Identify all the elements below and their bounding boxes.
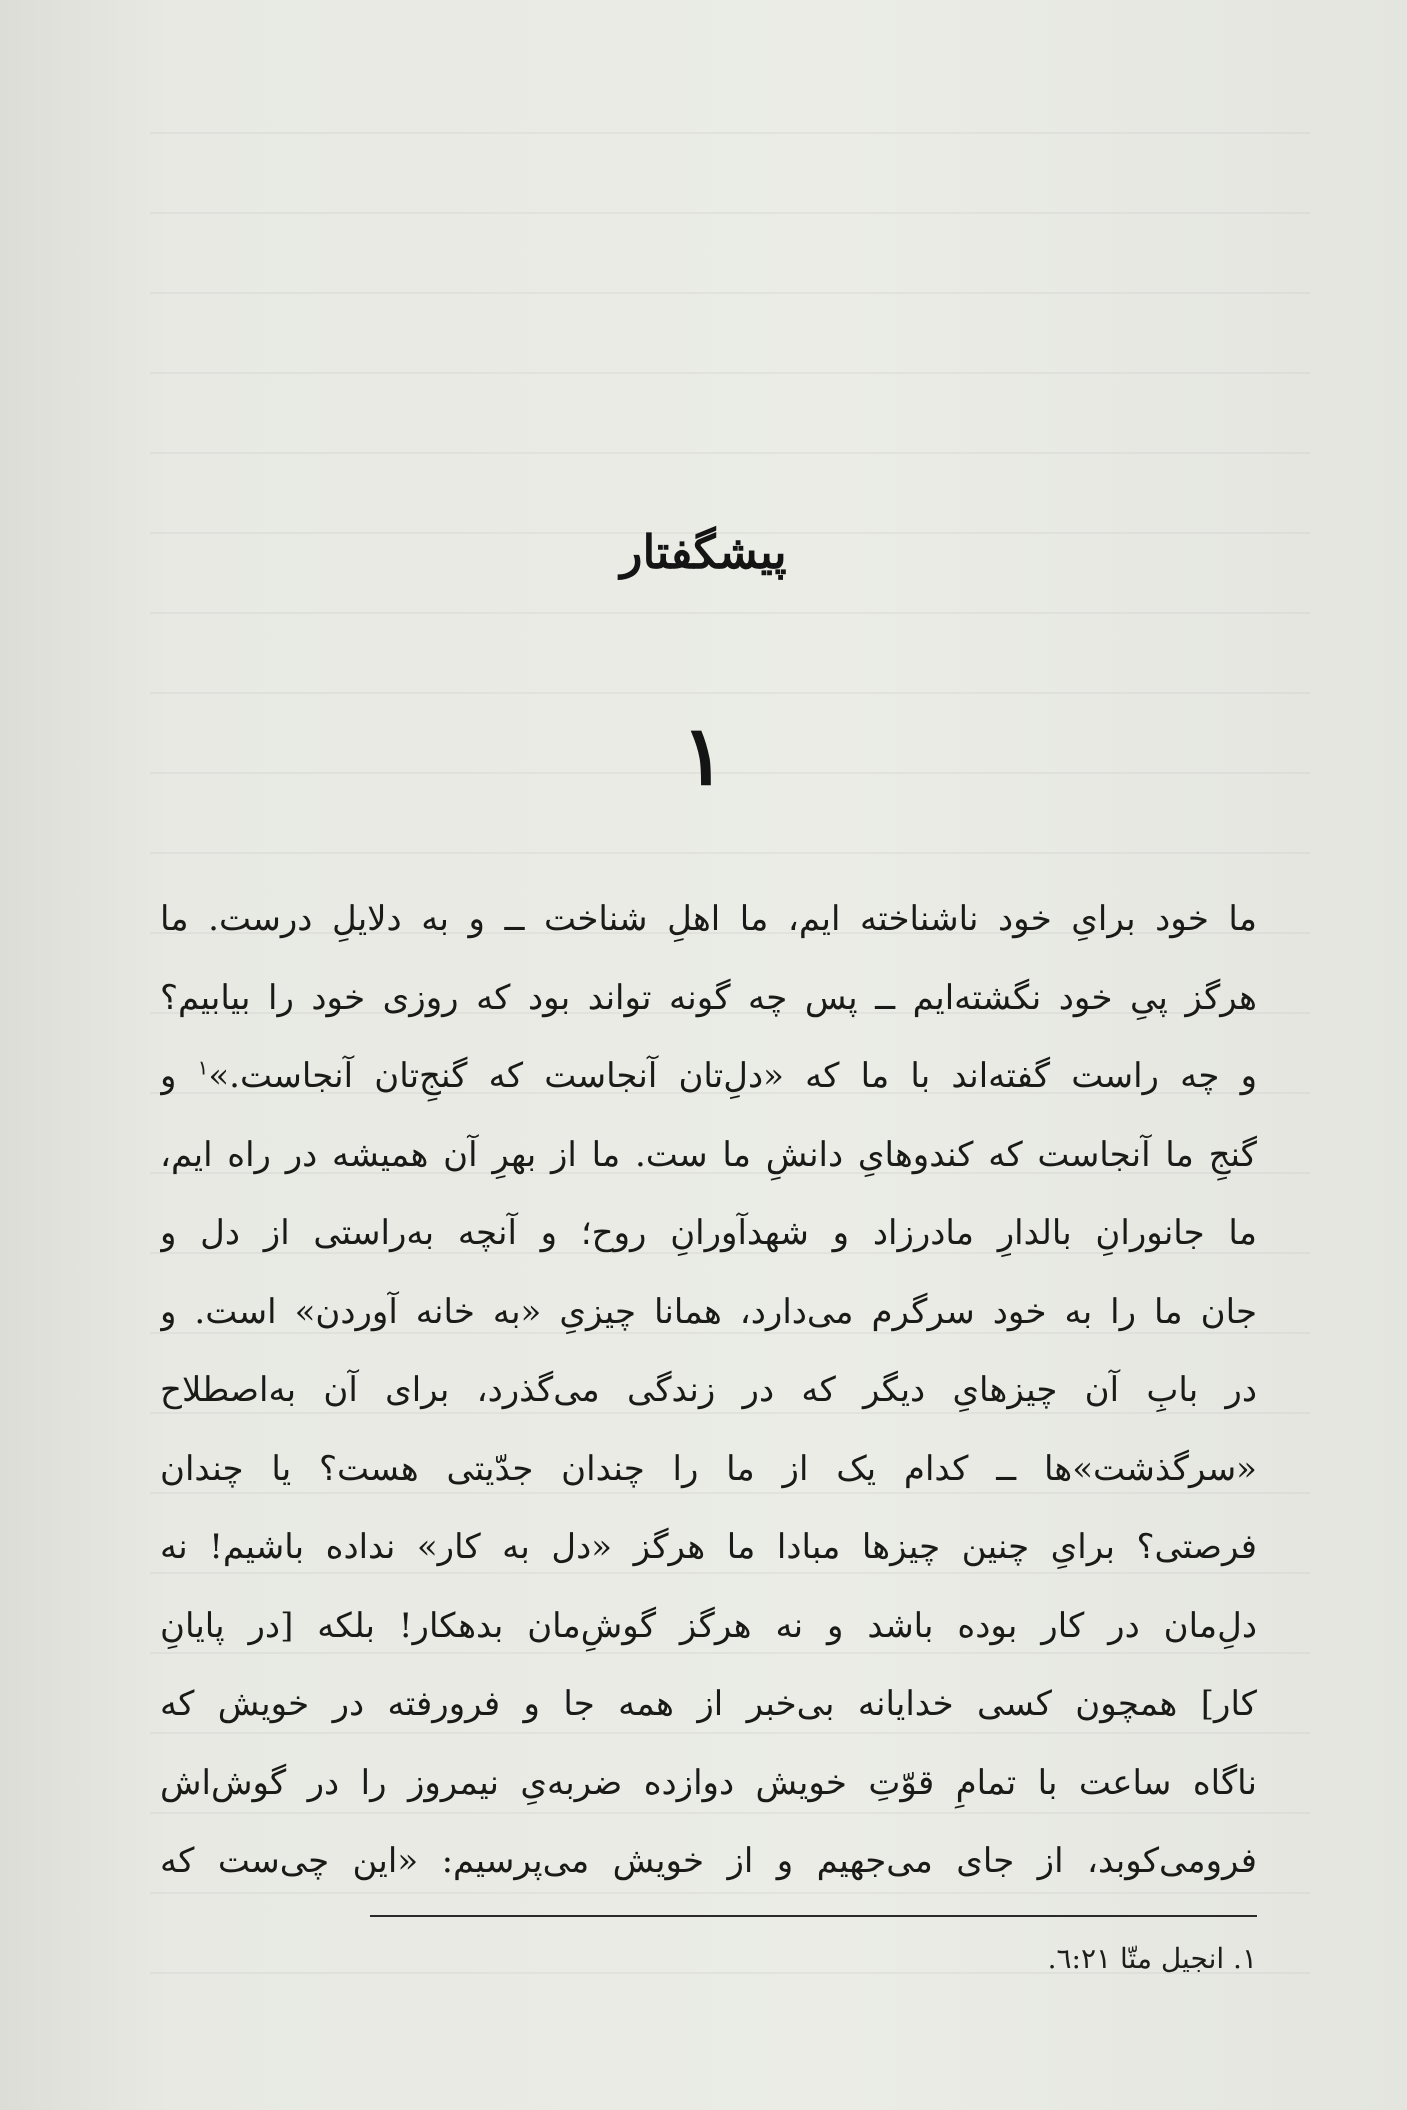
- paragraph-line-8: «سرگذشت»‌ها ــ کدام یک از ما را چندان جدّیتی هست؟ یا چندان: [160, 1448, 1257, 1489]
- paragraph-line-9: فرصتی؟ برایِ چنین چیزها مبادا ما هرگز «دل به کار» نداده باشیم! نه: [160, 1527, 1257, 1567]
- paragraph-line-3-tail: و: [160, 1056, 177, 1096]
- paragraph-line-11: کار] همچون کسی خدایانه بی‌خبر از همه جا و فرورفته در خویش که: [160, 1684, 1257, 1724]
- footnote-reference: ١: [197, 1055, 209, 1080]
- paragraph-line-2: هرگز پیِ خود نگشته‌ایم ــ پس چه گونه تواند بود که روزی خود را بیابیم؟: [160, 977, 1257, 1018]
- paragraph-line-6: جان ما را به خود سرگرم می‌دارد، همانا چیزیِ «به خانه آوردن» است. و: [160, 1291, 1257, 1332]
- paragraph-line-4: گنجِ ما آنجاست که کندوهایِ دانشِ ما ست. ما از بهرِ آن همیشه در راه ایم،: [160, 1134, 1257, 1175]
- paragraph-line-13: فرومی‌کوبد، از جای می‌جهیم و از خویش می‌پرسیم: «این چی‌ست که: [160, 1841, 1257, 1881]
- paragraph-line-3-text: و چه راست گفته‌اند با ما که «دلِ‌تان آنجاست که گنجِ‌تان آنجاست.»: [208, 1056, 1257, 1096]
- paragraph-line-10: دلِ‌مان در کار بوده باشد و نه هرگز گوشِ‌مان بدهکار! بلکه [در پایانِ: [160, 1605, 1257, 1646]
- section-number: ١: [681, 708, 726, 804]
- main-paragraph: [160, 880, 1257, 1901]
- paragraph-line-12: ناگاه ساعت با تمامِ قوّتِ خویش دوازده ضربه‌یِ نیمروز را در گوش‌اش: [160, 1762, 1257, 1803]
- paragraph-line-7: در بابِ آن چیزهایِ دیگر که در زندگی می‌گذرد، برای آن به‌اصطلاح: [160, 1370, 1257, 1410]
- footnote: ١. انجیل متّا ٦:٢١.: [1047, 1942, 1257, 1975]
- paragraph-line-5: ما جانورانِ بالدارِ مادرزاد و شهدآورانِ روح؛ و آنچه به‌راستی از دل و: [160, 1213, 1257, 1253]
- footnote-divider: [370, 1915, 1257, 1917]
- paragraph-line-1: ما خود برایِ خود ناشناخته ایم، ما اهلِ شناخت ــ و به دلایلِ درست. ما: [160, 899, 1257, 939]
- chapter-heading: پیشگفتار: [620, 525, 787, 579]
- paragraph-line-3: [160, 1037, 1257, 1116]
